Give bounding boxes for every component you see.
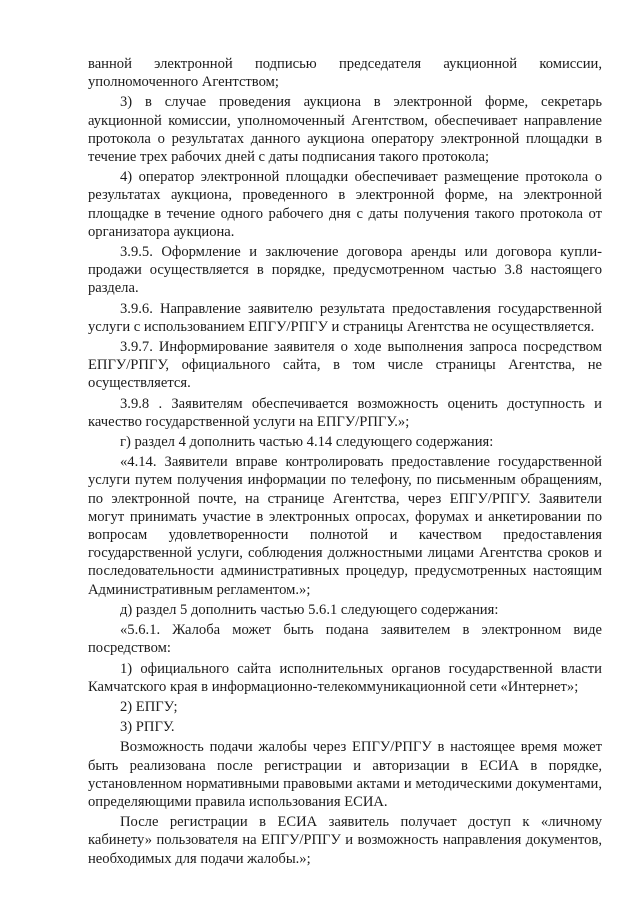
paragraph: ванной электронной подписью председателя аукционной комиссии, уполномоченного Агентством; bbox=[88, 56, 602, 91]
paragraph: 3) в случае проведения аукциона в электронной форме, секретарь аукционной комиссии, уполномоченный Агентством, обеспечивает направление протокола о результатах данного аукциона оператору электронной площадки в течение трех рабочих дней с даты подписания такого протокола; bbox=[88, 94, 602, 166]
paragraph: г) раздел 4 дополнить частью 4.14 следующего содержания: bbox=[120, 434, 494, 451]
paragraph: 3.9.8 . Заявителям обеспечивается возможность оценить доступность и качество государственной услуги на ЕПГУ/РПГУ.»; bbox=[88, 395, 602, 430]
paragraph: 4) оператор электронной площадки обеспечивает размещение протокола о результатах аукциона, проведенного в электронной форме, на электронной площадке в течение одного рабочего дня с даты получения такого протокола от организатора аукциона. bbox=[88, 169, 602, 240]
paragraph: 3.9.5. Оформление и заключение договора аренды или договора купли-продажи осуществляется в порядке, предусмотренном частью 3.8 настоящего раздела. bbox=[88, 244, 602, 297]
paragraph: 3) РПГУ. bbox=[120, 719, 175, 736]
paragraph: 3.9.7. Информирование заявителя о ходе выполнения запроса посредством ЕПГУ/РПГУ, официального сайта, в том числе страницы Агентства, не осуществляется. bbox=[88, 339, 602, 392]
paragraph: «4.14. Заявители вправе контролировать предоставление государственной услуги путем получения информации по телефону, по письменным обращениям, по электронной почте, на странице Агентства, через ЕПГУ/РПГУ. Заявители могут принимать участие в электронных опросах, форумах и анкетировании по вопросам удовлетворенности полнотой и качеством предоставления государственной услуги, соблюдения должностными лицами Агентства сроков и последовательности административных процедур, предусмотренных настоящим Административным регламентом.»; bbox=[88, 454, 602, 598]
document-body bbox=[88, 55, 602, 870]
paragraph: 1) официального сайта исполнительных органов государственной власти Камчатского края в информационно-телекоммуникационной сети «Интернет»; bbox=[88, 660, 602, 695]
paragraph: Возможность подачи жалобы через ЕПГУ/РПГУ в настоящее время может быть реализована после регистрации и авторизации в ЕСИА в порядке, установленном нормативными правовыми актами и методическими документами, определяющими правила использования ЕСИА. bbox=[88, 739, 602, 810]
paragraph: 3.9.6. Направление заявителю результата предоставления государственной услуги с использованием ЕПГУ/РПГУ и страницы Агентства не осуществляется. bbox=[88, 300, 602, 335]
paragraph: 2) ЕПГУ; bbox=[120, 698, 178, 715]
paragraph: «5.6.1. Жалоба может быть подана заявителем в электронном виде посредством: bbox=[88, 622, 602, 657]
paragraph: После регистрации в ЕСИА заявитель получает доступ к «личному кабинету» пользователя на ЕПГУ/РПГУ и возможность направления документов, необходимых для подачи жалобы.»; bbox=[88, 814, 602, 867]
paragraph: д) раздел 5 дополнить частью 5.6.1 следующего содержания: bbox=[120, 601, 499, 618]
